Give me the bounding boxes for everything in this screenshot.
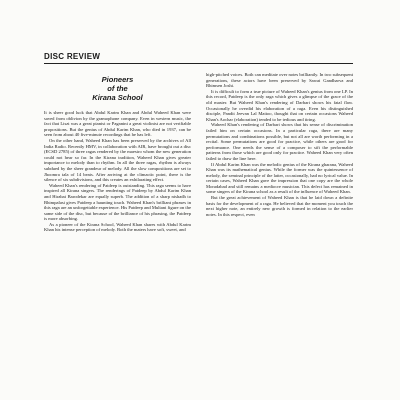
paragraph: But the great achievement of Waheed Khan is that he laid down a definite basis for the development of a raga. He believed that the moment you touch the next higher note, an entirely new growth is formed in relation to the earlier notes. In this respect, even: [206, 195, 353, 217]
article-columns: [44, 72, 353, 233]
title-line-2: of the: [107, 84, 128, 93]
paragraph: As a pioneer of the Kirana School, Waheed Khan shares with Abdul Karim Khan his intense perception of melody. Both the maters have soft, sweet, and: [44, 221, 191, 233]
title-line-3: Kirana School: [92, 93, 143, 102]
column-left: [44, 72, 191, 233]
paragraph: If Abdul Karim Khan was the melodic genius of the Kirana gharana, Waheed Khan was its mathematical genius. While the former was the quintessence of melody, the seminal principle of the latter, occasionally, had no lyrical value. In certain cases, Waheed Khan gave the impression that one copy are the whole Moradabad and still remains a mediocre musician. This defect has remained in some singers of the Kirana school as a result of the influence of Waheed Khan.: [206, 161, 353, 195]
title-line-1: Pioneers: [101, 75, 134, 84]
section-rule: [44, 63, 353, 64]
article-title: [44, 75, 191, 102]
paragraph: Waheed Khan's rendering of Darbari shows that his sense of discrimination failed him on certain occasions. In a particular raga, there are many permutations and combinations possible, but not all are worth performing in a recital. Some permutations are good for practice, while others are good for performance. One needs the sense of a composer to sift the performable patterns from those which are good only for practice. Waheed Khan very often failed to draw the line here.: [206, 122, 353, 161]
paragraph: It is difficult to form a true picture of Waheed Khan's genius from one LP. In this record, Patdeep is the only raga which gives a glimpse of the grace of the old master. But Waheed Khan's rendering of Darbari shows his fatal flaw. Occasionally he overdid his elaboration of a raga. Even his distinguished disciple, Pandit Jeevan Lal Mattoo, thought that on certain occasions Waheed Khan's Aochar (elaboration) tended to be tedious and tiring.: [206, 88, 353, 122]
paragraph: Waheed Khan's rendering of Patdeep is outstanding. This raga seems to have inspired all Kirana singers. The renderings of Patdeep by Abdul Karim Khan and Hirabai Barodekar are equally superb. The addition of a sharp nishadh to Bhimpalasi gives Patdeep a haunting touch. Waheed Khan's brilliant phrases in this raga are an unforgettable experience. His Patdeep and Multani figure on the same side of the disc, but because of the brilliance of his phrasing, the Patdeep is more absorbing.: [44, 182, 191, 222]
paragraph: high-pitched voices. Both can meditate over notes brilliantly. In two subsequent generations, these actors have been preserved by Sawai Gandharva and Bhimsen Joshi.: [206, 72, 353, 89]
paragraph: It is sheer good luck that Abdul Karim Khan and Abdul Waheed Khan were saved from oblivion by the gramophone company. Even in western music, the fact that Liszt was a great pianist or Paganini a great violinist are not verifiable propositions. But the genius of Abdul Karim Khan, who died in 1937, can be seen from about 40 five-minute recordings that he has left.: [44, 110, 191, 138]
column-right: [206, 72, 353, 233]
paragraph: On the other hand, Waheed Khan has been preserved by the archives of All India Radio. Recently HMV, in collaboration with AIR, have brought out a disc (ECSD 2785) of three ragas rendered by the maestro whom the new generation could not hear so far. In the Kirana tradition, Waheed Khan gives greater importance to melody than to rhythm. In all the three ragas, rhythm is always subdued by the sheer grandeur of melody. All the slow compositions are set to Jhoomra tala of 14 beats. After arriving at the climactic point, there is the silence of six subdivisions, and this creates an exhilarating effect.: [44, 137, 191, 183]
section-label: DISC REVIEW: [44, 52, 101, 61]
